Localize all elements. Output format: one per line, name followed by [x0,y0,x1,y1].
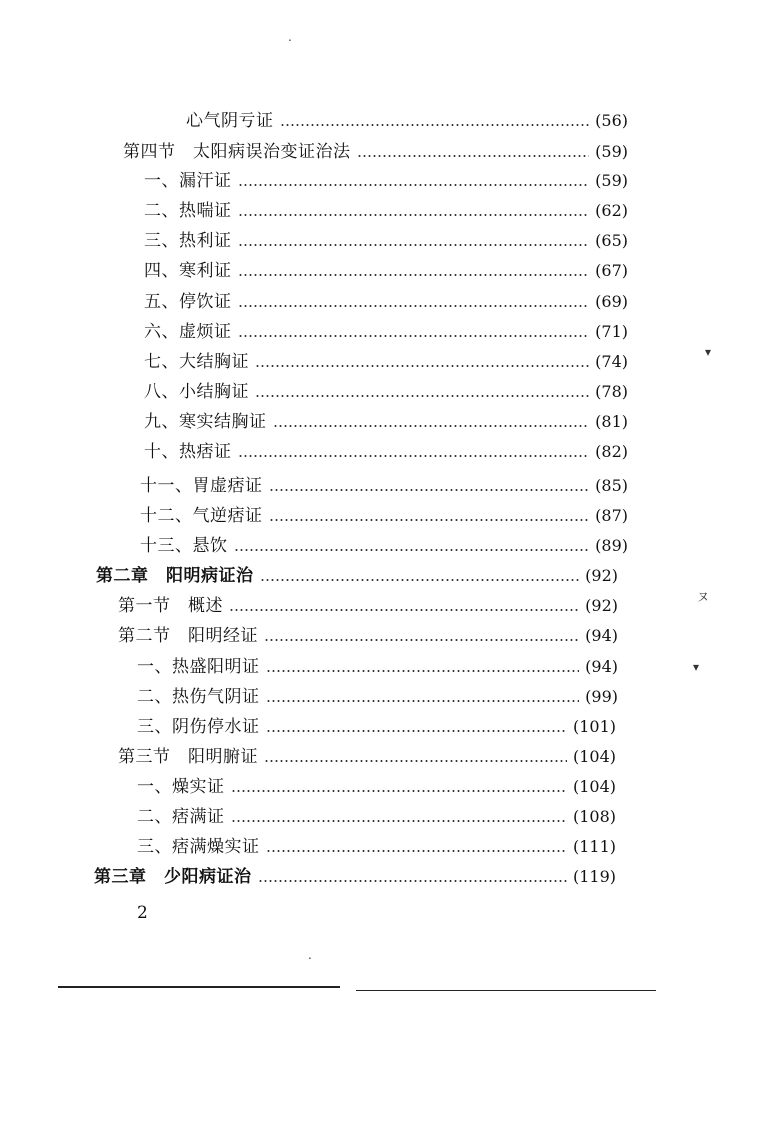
toc-entry-page: (87) [595,506,628,525]
toc-entry [140,533,628,559]
dot-leader [269,489,590,491]
toc-entry-title: 一、热盛阳明证 [137,657,260,677]
dot-leader [264,760,567,762]
toc-entry-title: 一、燥实证 [137,777,225,797]
dot-leader [266,730,567,732]
toc-entry-page: (104) [572,747,616,766]
dot-leader [273,425,590,427]
toc-entry-page: (74) [595,352,628,371]
toc-entry [144,439,628,465]
page-number: 2 [137,903,148,923]
toc-entry-page: (56) [595,111,628,130]
toc-entry-page: (59) [595,171,628,190]
toc-entry-page: (94) [585,657,618,676]
toc-entry-page: (119) [572,867,616,886]
toc-entry [123,139,628,165]
toc-entry-title: 二、痞满证 [137,807,225,827]
toc-entry-title: 五、停饮证 [144,292,232,312]
toc-entry [144,319,628,345]
toc-entry-title: 三、热利证 [144,231,232,251]
scan-speck: ▾ [705,345,712,359]
toc-entry [137,684,618,710]
scan-speck: ▾ [693,660,700,674]
toc-entry [137,774,616,800]
dot-leader [255,395,589,397]
toc-entry-page: (71) [595,322,628,341]
toc-entry [186,108,628,134]
toc-entry [144,289,628,315]
dot-leader [266,850,567,852]
toc-entry-page: (62) [595,201,628,220]
toc-entry-page: (104) [572,777,616,796]
toc-chapter-entry [94,864,616,890]
toc-entry-title: 九、寒实结胸证 [144,412,267,432]
toc-entry [137,834,616,860]
toc-entry [140,473,628,499]
toc-entry-page: (94) [585,626,618,645]
scan-speck: ヌ [697,590,710,604]
toc-entry-title: 十、热痞证 [144,442,232,462]
toc-entry-page: (108) [572,807,616,826]
scan-edge-line [58,986,340,988]
toc-entry-page: (101) [572,717,616,736]
dot-leader [238,455,590,457]
dot-leader [238,335,590,337]
toc-entry-title: 十三、悬饮 [140,536,228,556]
toc-entry-title: 第三章 少阳病证治 [94,867,252,887]
toc-entry-page: (82) [595,442,628,461]
toc-entry-page: (65) [595,231,628,250]
dot-leader [280,124,590,126]
toc-entry [140,503,628,529]
toc-entry-page: (67) [595,261,628,280]
dot-leader [255,365,589,367]
dot-leader [264,639,579,641]
toc-entry-title: 十二、气逆痞证 [140,506,263,526]
toc-entry-page: (92) [585,596,618,615]
toc-entry [137,654,618,680]
toc-entry-title: 六、虚烦证 [144,322,232,342]
scan-edge-line [356,990,656,991]
dot-leader [238,305,590,307]
toc-entry [144,258,628,284]
toc-entry-title: 三、痞满燥实证 [137,837,260,857]
toc-entry-page: (99) [585,687,618,706]
toc-entry-page: (59) [595,142,628,161]
dot-leader [266,700,580,702]
dot-leader [231,790,567,792]
toc-entry-title: 三、阴伤停水证 [137,717,260,737]
dot-leader [357,155,590,157]
toc-entry [144,168,628,194]
toc-entry-title: 第三节 阳明腑证 [118,747,258,767]
toc-entry-page: (81) [595,412,628,431]
toc-entry-title: 七、大结胸证 [144,352,249,372]
toc-entry [137,714,616,740]
toc-entry [118,593,618,619]
dot-leader [234,549,590,551]
toc-entry-page: (111) [572,837,616,856]
dot-leader [260,579,580,581]
toc-entry-title: 四、寒利证 [144,261,232,281]
toc-entry [118,744,616,770]
toc-entry-title: 心气阴亏证 [186,111,274,131]
toc-entry-title: 十一、胃虚痞证 [140,476,263,496]
toc-entry-title: 八、小结胸证 [144,382,249,402]
toc-entry [144,349,628,375]
dot-leader [238,214,590,216]
toc-entry-page: (78) [595,382,628,401]
scan-speck: . [288,30,292,44]
toc-entry-title: 一、漏汗证 [144,171,232,191]
dot-leader [266,670,580,672]
toc-entry-title: 第二章 阳明病证治 [96,566,254,586]
toc-entry-title: 二、热喘证 [144,201,232,221]
toc-entry [137,804,616,830]
dot-leader [258,880,567,882]
toc-entry-page: (92) [585,566,618,585]
dot-leader [238,274,590,276]
toc-entry [144,409,628,435]
toc-entry-page: (69) [595,292,628,311]
toc-entry-page: (89) [595,536,628,555]
toc-chapter-entry [96,563,618,589]
toc-entry-page: (85) [595,476,628,495]
toc-entry-title: 二、热伤气阴证 [137,687,260,707]
toc-entry [144,379,628,405]
dot-leader [269,519,590,521]
dot-leader [229,609,579,611]
dot-leader [238,244,590,246]
dot-leader [231,820,567,822]
toc-entry-title: 第一节 概述 [118,596,223,616]
dot-leader [238,184,590,186]
toc-entry [144,198,628,224]
toc-entry-title: 第四节 太阳病误治变证治法 [123,142,351,162]
scan-speck: . [308,948,312,962]
toc-entry-title: 第二节 阳明经证 [118,626,258,646]
toc-entry [144,228,628,254]
toc-entry [118,623,618,649]
